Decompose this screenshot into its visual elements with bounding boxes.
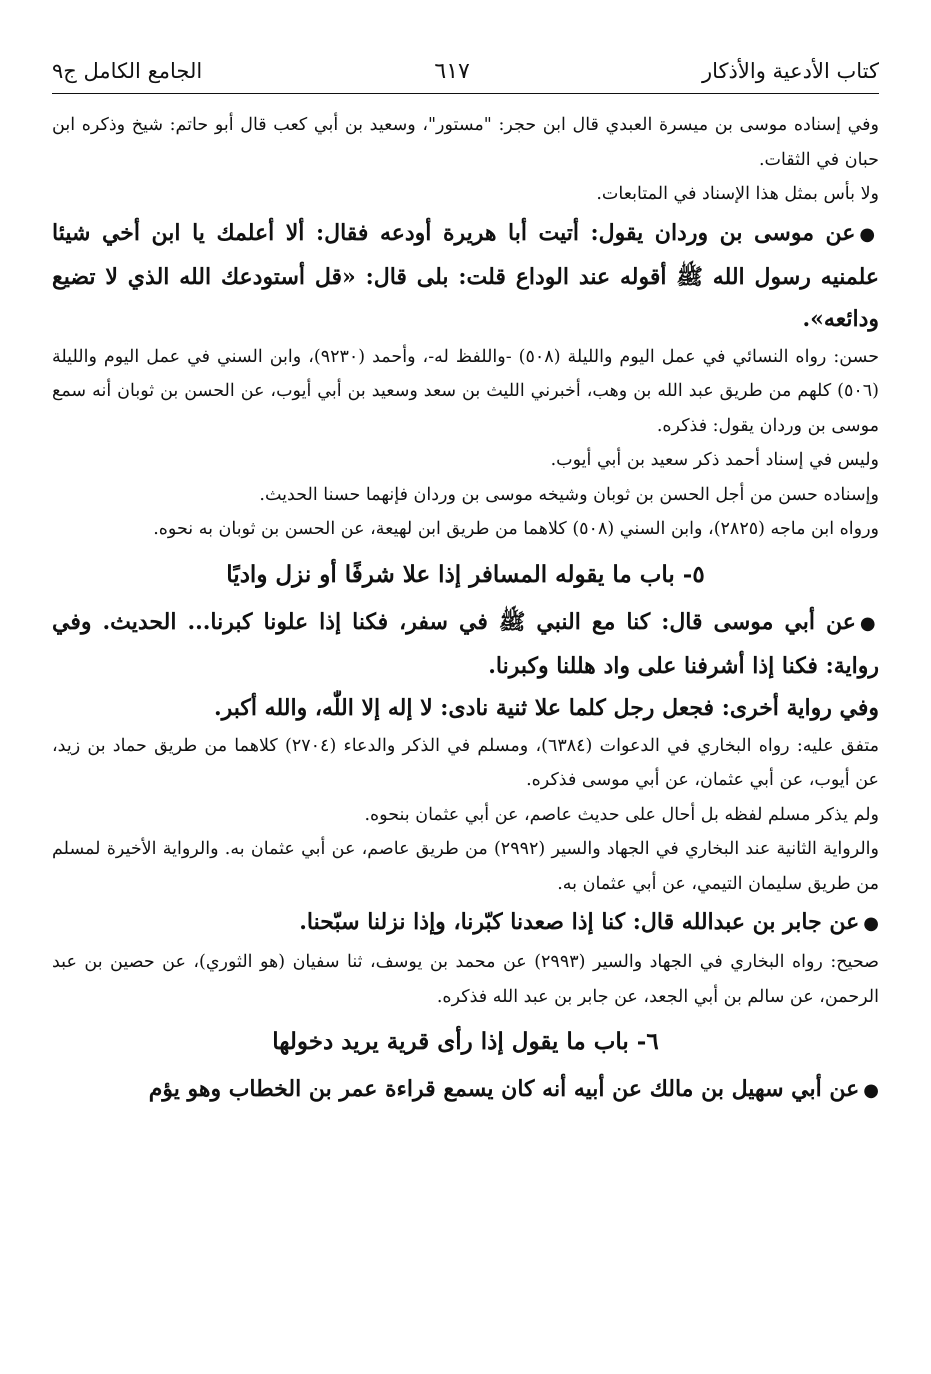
- paragraph: والرواية الثانية عند البخاري في الجهاد والسير (٢٩٩٢) من طريق عاصم، عن أبي عثمان به. والرواية الأخيرة لمسلم من طريق سليمان التيمي، عن أبي عثمان به.: [52, 839, 879, 894]
- hadith-text: عن جابر بن عبدالله قال: كنا إذا صعدنا كبّرنا، وإذا نزلنا سبّحنا.: [299, 909, 860, 935]
- page-number: ٦١٧: [434, 59, 470, 84]
- volume-label: الجامع الكامل ج٩: [52, 59, 203, 83]
- bullet-icon: ●: [859, 223, 879, 245]
- running-header: [52, 56, 879, 94]
- paragraph: حسن: رواه النسائي في عمل اليوم والليلة (٥٠٨) -واللفظ له-، وأحمد (٩٢٣٠)، وابن السني في عمل اليوم والليلة (٥٠٦) كلهم من طريق عبد الله بن وهب، أخبرني الليث بن سعد وسعيد بن أبي أيوب، عن الحسن بن ثوبان أنه سمع موسى بن وردان يقول: فذكره.: [52, 346, 880, 436]
- paragraph: وليس في إسناد أحمد ذكر سعيد بن أبي أيوب.: [550, 450, 879, 470]
- paragraph: وإسناده حسن من أجل الحسن بن ثوبان وشيخه موسى بن وردان فإنهما حسنا الحديث.: [259, 484, 879, 505]
- hadith-text: عن موسى بن وردان يقول: أتيت أبا هريرة أودعه فقال: ألا أعلمك يا ابن أخي شيئا علمنيه رسول الله ﷺ أقوله عند الوداع قلت: بلى قال: «قل أستودعك الله الذي لا تضيع ودائعه».: [52, 219, 879, 332]
- bullet-icon: ●: [863, 1080, 879, 1101]
- chapter-heading: ٥- باب ما يقوله المسافر إذا علا شرفًا أو نزل واديًا: [226, 560, 705, 588]
- paragraph: صحيح: رواه البخاري في الجهاد والسير (٢٩٩٣) عن محمد بن يوسف، ثنا سفيان (هو الثوري)، عن حصين بن عبد الرحمن، عن سالم بن أبي الجعد، عن جابر بن عبد الله فذكره.: [52, 952, 879, 1007]
- hadith-paragraph: [52, 1068, 879, 1112]
- paragraph: ورواه ابن ماجه (٢٨٢٥)، وابن السني (٥٠٨) كلاهما من طريق ابن لهيعة، عن الحسن بن ثوبان به نحوه.: [153, 519, 879, 539]
- page-body: [52, 108, 879, 1112]
- hadith-paragraph: [52, 601, 879, 687]
- bullet-icon: ●: [859, 612, 879, 634]
- hadith-paragraph: [52, 901, 879, 945]
- book-title: كتاب الأدعية والأذكار: [702, 59, 879, 83]
- paragraph: ولا بأس بمثل هذا الإسناد في المتابعات.: [596, 184, 879, 204]
- paragraph: وفي رواية أخرى: فجعل رجل كلما علا ثنية نادى: لا إله إلا اللّٰه، والله أكبر.: [214, 694, 879, 721]
- paragraph: ولم يذكر مسلم لفظه بل أحال على حديث عاصم، عن أبي عثمان بنحوه.: [364, 804, 879, 825]
- bullet-icon: ●: [863, 913, 879, 934]
- hadith-paragraph: [52, 212, 879, 340]
- hadith-text: عن أبي موسى قال: كنا مع النبي ﷺ في سفر، فكنا إذا علونا كبرنا... الحديث. وفي رواية: فكنا إذا أشرفنا على واد هللنا وكبرنا.: [52, 608, 879, 679]
- hadith-text: عن أبي سهيل بن مالك عن أبيه أنه كان يسمع قراءة عمر بن الخطاب وهو يؤم: [148, 1076, 860, 1102]
- chapter-heading: ٦- باب ما يقول إذا رأى قرية يريد دخولها: [272, 1028, 659, 1055]
- paragraph: متفق عليه: رواه البخاري في الدعوات (٦٣٨٤)، ومسلم في الذكر والدعاء (٢٧٠٤) كلاهما من طريق حماد بن زيد، عن أيوب، عن أبي عثمان، عن أبي موسى فذكره.: [52, 735, 879, 790]
- paragraph: وفي إسناده موسى بن ميسرة العبدي قال ابن حجر: "مستور"، وسعيد بن أبي كعب قال أبو حاتم: شيخ وذكره ابن حبان في الثقات.: [52, 115, 879, 170]
